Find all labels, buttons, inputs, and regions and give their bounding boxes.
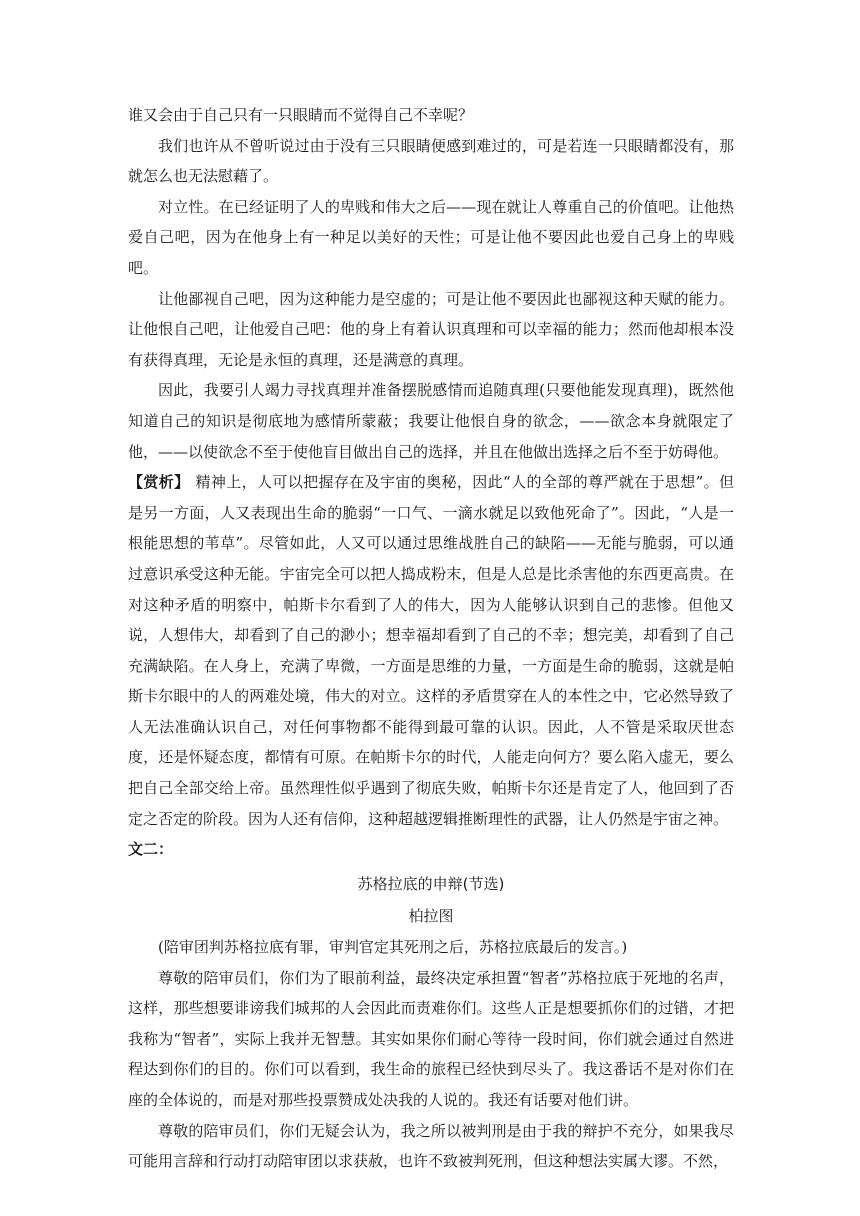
document-page <box>128 100 734 1177</box>
article-note: (陪审团判苏格拉底有罪，审判官定其死刑之后，苏格拉底最后的发言。) <box>158 938 628 957</box>
section-label: 文二： <box>128 840 174 859</box>
analysis-text: 精神上，人可以把握存在及宇宙的奥秘，因此“人的全部的尊严就在于思想”。但是另一方面，人又表现出生命的脆弱“一口气、一滴水就足以致他死命了”。因此，“人是一根能思想的苇草”。尽管如此，人又可以通过思维战胜自己的缺陷——无能与脆弱，可以通过意识承受这种无能。宇宙完全可以把人捣成粉末，但是人总是比杀害他的东西更高贵。在对这种矛盾的明察中，帕斯卡尔看到了人的伟大，因为人能够认识到自己的悲惨。但他又说，人想伟大，却看到了自己的渺小；想幸福却看到了自己的不幸；想完美，却看到了自己充满缺陷。在人身上，充满了卑微，一方面是思维的力量，一方面是生命的脆弱，这就是帕斯卡尔眼中的人的两难处境，伟大的对立。这样的矛盾贯穿在人的本性之中，它必然导致了人无法准确认识自己，对任何事物都不能得到最可靠的认识。因此，人不管是采取厌世态度，还是怀疑态度，都情有可原。在帕斯卡尔的时代，人能走向何方？要么陷入虚无，要么把自己全部交给上帝。虽然理性似乎遇到了彻底失败，帕斯卡尔还是肯定了人，他回到了否定之否定的阶段。因为人还有信仰，这种超越逻辑推断理性的武器，让人仍然是宇宙之神。 <box>128 473 734 828</box>
paragraph: 让他鄙视自己吧，因为这种能力是空虚的；可是让他不要因此也鄙视这种天赋的能力。让他恨自己吧，让他爱自己吧：他的身上有着认识真理和可以幸福的能力；然而他却根本没有获得真理，无论是永恒的真理，还是满意的真理。 <box>128 289 734 369</box>
paragraph: 谁又会由于自己只有一只眼睛而不觉得自己不幸呢？ <box>128 106 474 124</box>
analysis-tag: 【赏析】 <box>128 473 190 492</box>
paragraph: 尊敬的陪审员们，你们为了眼前利益，最终决定承担置“智者”苏格拉底于死地的名声，这样，那些想要诽谤我们城邦的人会因此而责难你们。这些人正是想要抓你们的过错，才把我称为“智者”，实际上我并无智慧。其实如果你们耐心等待一段时间，你们就会通过自然进程达到你们的目的。你们可以看到，我生命的旅程已经快到尽头了。我这番话不是对你们在座的全体说的，而是对那些投票赞成处决我的人说的。我还有话要对他们讲。 <box>128 968 734 1109</box>
paragraph: 对立性。在已经证明了人的卑贱和伟大之后——现在就让人尊重自己的价值吧。让他热爱自己吧，因为在他身上有一种足以美好的天性；可是让他不要因此也爱自己身上的卑贱吧。 <box>128 197 734 277</box>
article-title: 苏格拉底的申辩(节选) <box>357 874 505 893</box>
article-author: 柏拉图 <box>408 907 454 926</box>
analysis-block <box>128 467 734 834</box>
paragraph: 因此，我要引人竭力寻找真理并准备摆脱感情而追随真理(只要他能发现真理)，既然他知道自己的知识是彻底地为感情所蒙蔽；我要让他恨自身的欲念，——欲念本身就限定了他，——以使欲念不至于使他盲目做出自己的选择，并且在他做出选择之后不至于妨碍他。 <box>128 381 734 461</box>
paragraph: 尊敬的陪审员们，你们无疑会认为，我之所以被判刑是由于我的辩护不充分，如果我尽可能用言辞和行动打动陪审团以求获赦，也许不致被判死刑，但这种想法实属大谬。不然， <box>128 1121 734 1171</box>
paragraph: 我们也许从不曾听说过由于没有三只眼睛便感到难过的，可是若连一只眼睛都没有，那就怎么也无法慰藉了。 <box>128 136 734 186</box>
